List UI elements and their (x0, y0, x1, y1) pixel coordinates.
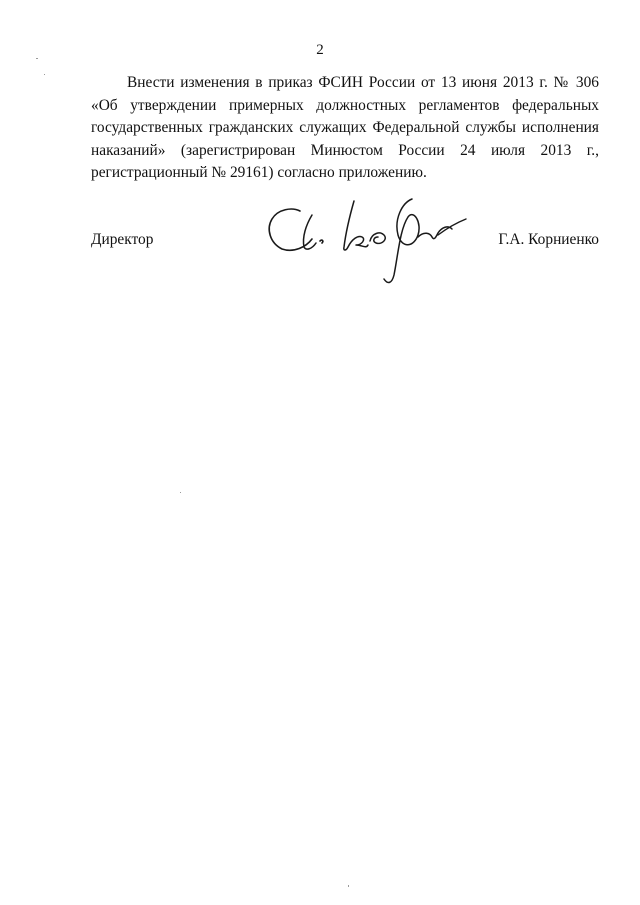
order-text-line: государственных гражданских служащих Федеральной службы исполнения (91, 119, 599, 137)
order-text-line: наказаний» (зарегистрирован Минюстом России 24 июля 2013 г., (91, 141, 599, 159)
scan-speck (36, 58, 38, 59)
signer-name: Г.А. Корниенко (498, 231, 599, 248)
scan-speck (44, 74, 45, 75)
order-text-line: регистрационный № 29161) согласно приложению. (91, 164, 427, 182)
order-text-line: Внести изменения в приказ ФСИН России от 13 июня 2013 г. № 306 (127, 74, 599, 91)
handwritten-signature (262, 195, 472, 287)
page-number: 2 (316, 42, 324, 58)
scan-speck (180, 492, 181, 493)
order-text-line: «Об утверждении примерных должностных регламентов федеральных (91, 96, 599, 114)
scan-speck (348, 885, 349, 887)
order-text (91, 72, 599, 185)
signer-title: Директор (91, 231, 154, 248)
